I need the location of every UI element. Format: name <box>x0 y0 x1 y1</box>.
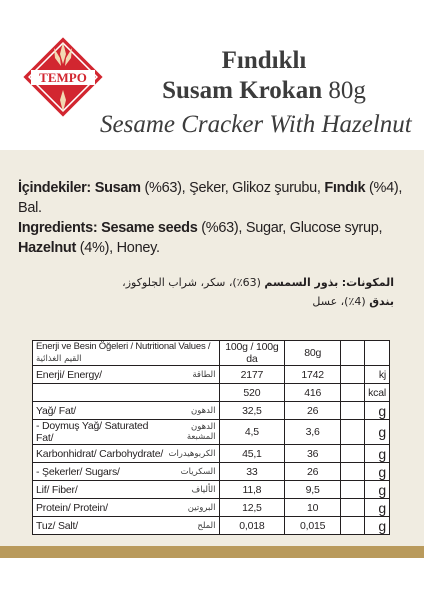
title-line-2 <box>100 76 388 106</box>
nutrient-value-80g: 9,5 <box>285 481 341 499</box>
nutrient-label: Karbonhidrat/ Carbohydrate/ <box>36 447 164 460</box>
ingredients-tr-label: İçindekiler: <box>18 180 91 196</box>
nutrient-gap <box>341 384 365 402</box>
nutrient-gap <box>341 420 365 445</box>
product-title <box>100 46 420 106</box>
ingredients-en-part2: (4%), Honey. <box>76 240 160 256</box>
nutrition-row <box>33 499 390 517</box>
nutrient-value-100g: 520 <box>219 384 285 402</box>
tempo-logo <box>20 34 106 120</box>
title-line-1: Fındıklı <box>221 47 307 74</box>
nutrition-row-name <box>33 384 220 402</box>
ingredients-en-sesame: Sesame seeds <box>101 220 198 236</box>
title-english: Sesame Cracker With Hazelnut <box>100 111 412 138</box>
ingredients-en-label: Ingredients: <box>18 220 98 236</box>
nutrition-row-name <box>33 481 220 499</box>
nutrient-label-arabic: الدهون المشبعة <box>186 422 216 442</box>
nutrition-row-name <box>33 420 220 445</box>
ingredients-tr-sesame: Susam <box>94 180 141 196</box>
bottom-margin <box>0 558 424 600</box>
nutrient-value-100g: 33 <box>219 463 285 481</box>
ingredients-tr-part2: (%4), Bal. <box>18 180 403 216</box>
ingredients-arabic-line-1 <box>54 274 394 292</box>
nutrient-value-100g: 11,8 <box>219 481 285 499</box>
ingredients-ar-label: المكونات: <box>341 276 394 289</box>
ingredients-ar-rest-1: (63٪)، سكر، شراب الجلوكوز، <box>122 276 265 289</box>
nutrition-row <box>33 366 390 384</box>
nutrient-unit: g <box>364 445 389 463</box>
product-name: Susam Krokan <box>162 77 323 104</box>
nutrient-unit: kcal <box>364 384 389 402</box>
nutrient-value-80g: 0,015 <box>285 517 341 535</box>
nutrient-label: Enerji/ Energy/ <box>36 368 102 381</box>
nutrient-label: Protein/ Protein/ <box>36 501 108 514</box>
nutrient-label: - Doymuş Yağ/ Saturated Fat/ <box>36 420 149 444</box>
nutrition-row <box>33 445 390 463</box>
nutrient-value-80g: 26 <box>285 463 341 481</box>
nutrient-label-arabic: الطاقة <box>192 369 216 380</box>
nutrition-row-name <box>33 402 220 420</box>
nutrition-header-name <box>33 341 220 366</box>
nutrition-row <box>33 420 390 445</box>
nutrient-unit: g <box>364 481 389 499</box>
ingredients-turkish <box>18 178 418 218</box>
nutrient-value-100g: 0,018 <box>219 517 285 535</box>
nutrient-value-100g: 2177 <box>219 366 285 384</box>
ingredients-english <box>18 218 418 258</box>
nutrition-row-name <box>33 445 220 463</box>
nutrient-gap <box>341 366 365 384</box>
nutrient-label-arabic: الدهون <box>190 405 216 416</box>
nutrient-label-arabic: الملح <box>197 520 216 531</box>
nutrient-value-80g: 3,6 <box>285 420 341 445</box>
bottom-gold-bar <box>0 546 424 558</box>
ingredients-en-part1: (%63), Sugar, Glucose syrup, <box>197 220 383 236</box>
ingredients-ar-hazelnut: بندق <box>369 295 394 308</box>
nutrient-unit: g <box>364 402 389 420</box>
nutrition-header-name-line-1: Enerji ve Besin Öğeleri / Nutritional Values / <box>36 341 211 352</box>
nutrient-label: - Şekerler/ Sugars/ <box>36 465 120 478</box>
nutrition-table <box>32 340 390 535</box>
nutrient-gap <box>341 499 365 517</box>
ingredients-en-hazelnut: Hazelnut <box>18 240 77 256</box>
ingredients-ar-sesame: بذور السمسم <box>264 276 339 289</box>
nutrient-value-100g: 32,5 <box>219 402 285 420</box>
nutrient-value-100g: 12,5 <box>219 499 285 517</box>
nutrient-unit: kj <box>364 366 389 384</box>
nutrition-header-unit <box>364 341 389 366</box>
nutrition-header-gap <box>341 341 365 366</box>
nutrition-row-name <box>33 517 220 535</box>
nutrient-value-80g: 10 <box>285 499 341 517</box>
nutrition-row-name <box>33 366 220 384</box>
ingredients-arabic-line-2 <box>54 293 394 311</box>
nutrition-row-name <box>33 463 220 481</box>
product-weight: 80g <box>328 77 366 104</box>
nutrient-unit: g <box>364 463 389 481</box>
nutrient-value-100g: 45,1 <box>219 445 285 463</box>
nutrient-gap <box>341 402 365 420</box>
nutrition-row-name <box>33 499 220 517</box>
nutrient-unit: g <box>364 517 389 535</box>
nutrition-row <box>33 517 390 535</box>
nutrient-label: Yağ/ Fat/ <box>36 404 77 417</box>
nutrient-label-arabic: الألياف <box>191 484 216 495</box>
nutrient-value-100g: 4,5 <box>219 420 285 445</box>
ingredients-ar-rest-2: (4٪)، عسل <box>312 295 370 308</box>
nutrition-row <box>33 384 390 402</box>
ingredients-tr-hazelnut: Fındık <box>324 180 366 196</box>
nutrient-value-80g: 26 <box>285 402 341 420</box>
nutrient-value-80g: 416 <box>285 384 341 402</box>
nutrient-label: Tuz/ Salt/ <box>36 519 78 532</box>
svg-text:TEMPO: TEMPO <box>39 70 87 85</box>
nutrient-label-arabic: الكربوهيدرات <box>168 448 216 459</box>
nutrient-value-80g: 1742 <box>285 366 341 384</box>
nutrition-row <box>33 481 390 499</box>
nutrient-gap <box>341 517 365 535</box>
nutrient-label-arabic: البروتين <box>187 502 216 513</box>
nutrient-gap <box>341 463 365 481</box>
nutrient-label: Lif/ Fiber/ <box>36 483 78 496</box>
nutrient-label-arabic: السكريات <box>180 466 216 477</box>
nutrient-unit: g <box>364 420 389 445</box>
nutrition-row <box>33 463 390 481</box>
nutrition-header-80g: 80g <box>285 341 341 366</box>
nutrient-unit: g <box>364 499 389 517</box>
ingredients-tr-part1: (%63), Şeker, Glikoz şurubu, <box>140 180 325 196</box>
nutrient-gap <box>341 481 365 499</box>
nutrient-value-80g: 36 <box>285 445 341 463</box>
nutrition-header-name-line-2: القيم الغذائية <box>36 354 82 364</box>
nutrition-row <box>33 402 390 420</box>
nutrition-header-row <box>33 341 390 366</box>
nutrition-header-100g: 100g / 100g da <box>219 341 285 366</box>
nutrient-gap <box>341 445 365 463</box>
